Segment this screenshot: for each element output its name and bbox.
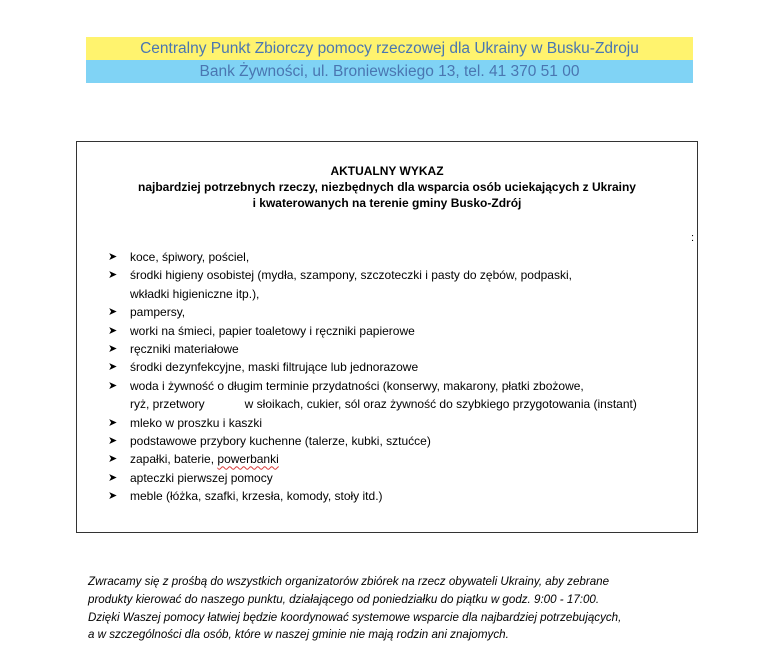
list-item-text: worki na śmieci, papier toaletowy i ręczniki papierowe (130, 323, 415, 338)
list-item-text: środki higieny osobistej (mydła, szampony, szczoteczki i pasty do zębów, podpaski, (130, 268, 572, 283)
list-item (108, 303, 637, 321)
arrow-bullet-icon: ➤ (108, 490, 118, 503)
arrow-bullet-icon: ➤ (108, 416, 118, 429)
list-item (108, 377, 637, 414)
footer-line: Dzięki Waszej pomocy łatwiej będzie koordynować systemowe wsparcie dla najbardziej potrzebujących, (88, 610, 622, 624)
footer-appeal (88, 573, 728, 644)
arrow-bullet-icon: ➤ (108, 251, 118, 263)
list-item-text: środki dezynfekcyjne, maski filtrujące lub jednorazowe (130, 360, 419, 375)
list-item (108, 266, 637, 303)
footer-line: produkty kierować do naszego punktu, działającego od poniedziałku do piątku w godz. 9:00 - 17:00. (88, 592, 600, 606)
list-item (108, 322, 637, 340)
spellcheck-flagged-word: powerbanki (217, 452, 279, 467)
box-heading (77, 163, 697, 211)
list-item-text-continued: ryż, przetwory w słoikach, cukier, sól oraz żywność do szybkiego przygotowania (instant) (130, 397, 637, 412)
arrow-bullet-icon: ➤ (108, 343, 118, 356)
list-item-text: zapałki, baterie, (130, 452, 218, 467)
list-item-text: apteczki pierwszej pomocy (130, 470, 273, 485)
stray-colon: : (691, 232, 695, 244)
list-item-text: ręczniki materiałowe (130, 342, 239, 357)
list-item (108, 340, 637, 358)
list-item (108, 358, 637, 376)
box-subtitle-line2: i kwaterowanych na terenie gminy Busko-Zdrój (252, 196, 522, 210)
list-item-text-continued: wkładki higieniczne itp.), (130, 286, 260, 301)
header-title: Centralny Punkt Zbiorczy pomocy rzeczowej dla Ukrainy w Busku-Zdroju (140, 40, 639, 57)
footer-line: Zwracamy się z prośbą do wszystkich organizatorów zbiórek na rzecz obywateli Ukrainy, aby zebrane (88, 575, 610, 588)
list-item (108, 432, 637, 450)
arrow-bullet-icon: ➤ (108, 361, 118, 374)
arrow-bullet-icon: ➤ (108, 306, 118, 319)
header-address: Bank Żywności, ul. Broniewskiego 13, tel. 41 370 51 00 (199, 63, 580, 80)
list-item-text: koce, śpiwory, pościel, (130, 250, 250, 264)
arrow-bullet-icon: ➤ (108, 379, 118, 392)
arrow-bullet-icon: ➤ (108, 435, 118, 448)
arrow-bullet-icon: ➤ (108, 453, 118, 466)
list-item-text: mleko w proszku i kaszki (130, 415, 263, 430)
list-item-text: podstawowe przybory kuchenne (talerze, kubki, sztućce) (130, 434, 431, 449)
box-subtitle-line1: najbardziej potrzebnych rzeczy, niezbędnych dla wsparcia osób uciekających z Ukrainy (138, 180, 636, 194)
list-item (108, 450, 637, 468)
needs-list (108, 248, 637, 506)
list-item-text: meble (łóżka, szafki, krzesła, komody, stoły itd.) (130, 489, 383, 504)
header-address-banner (86, 60, 693, 83)
list-item (108, 414, 637, 432)
footer-line: a w szczególności dla osób, które w naszej gminie nie mają rodzin ani znajomych. (88, 628, 509, 642)
arrow-bullet-icon: ➤ (108, 324, 118, 337)
list-item-text: woda i żywność o długim terminie przydatności (konserwy, makarony, płatki zbożowe, (130, 378, 584, 393)
arrow-bullet-icon: ➤ (108, 471, 118, 484)
arrow-bullet-icon: ➤ (108, 269, 118, 282)
list-item (108, 248, 637, 266)
header-title-banner (86, 37, 693, 60)
box-title: AKTUALNY WYKAZ (330, 164, 444, 178)
needs-list-box (76, 141, 698, 533)
list-item (108, 469, 637, 487)
list-item (108, 487, 637, 505)
list-item-text: pampersy, (130, 305, 186, 320)
